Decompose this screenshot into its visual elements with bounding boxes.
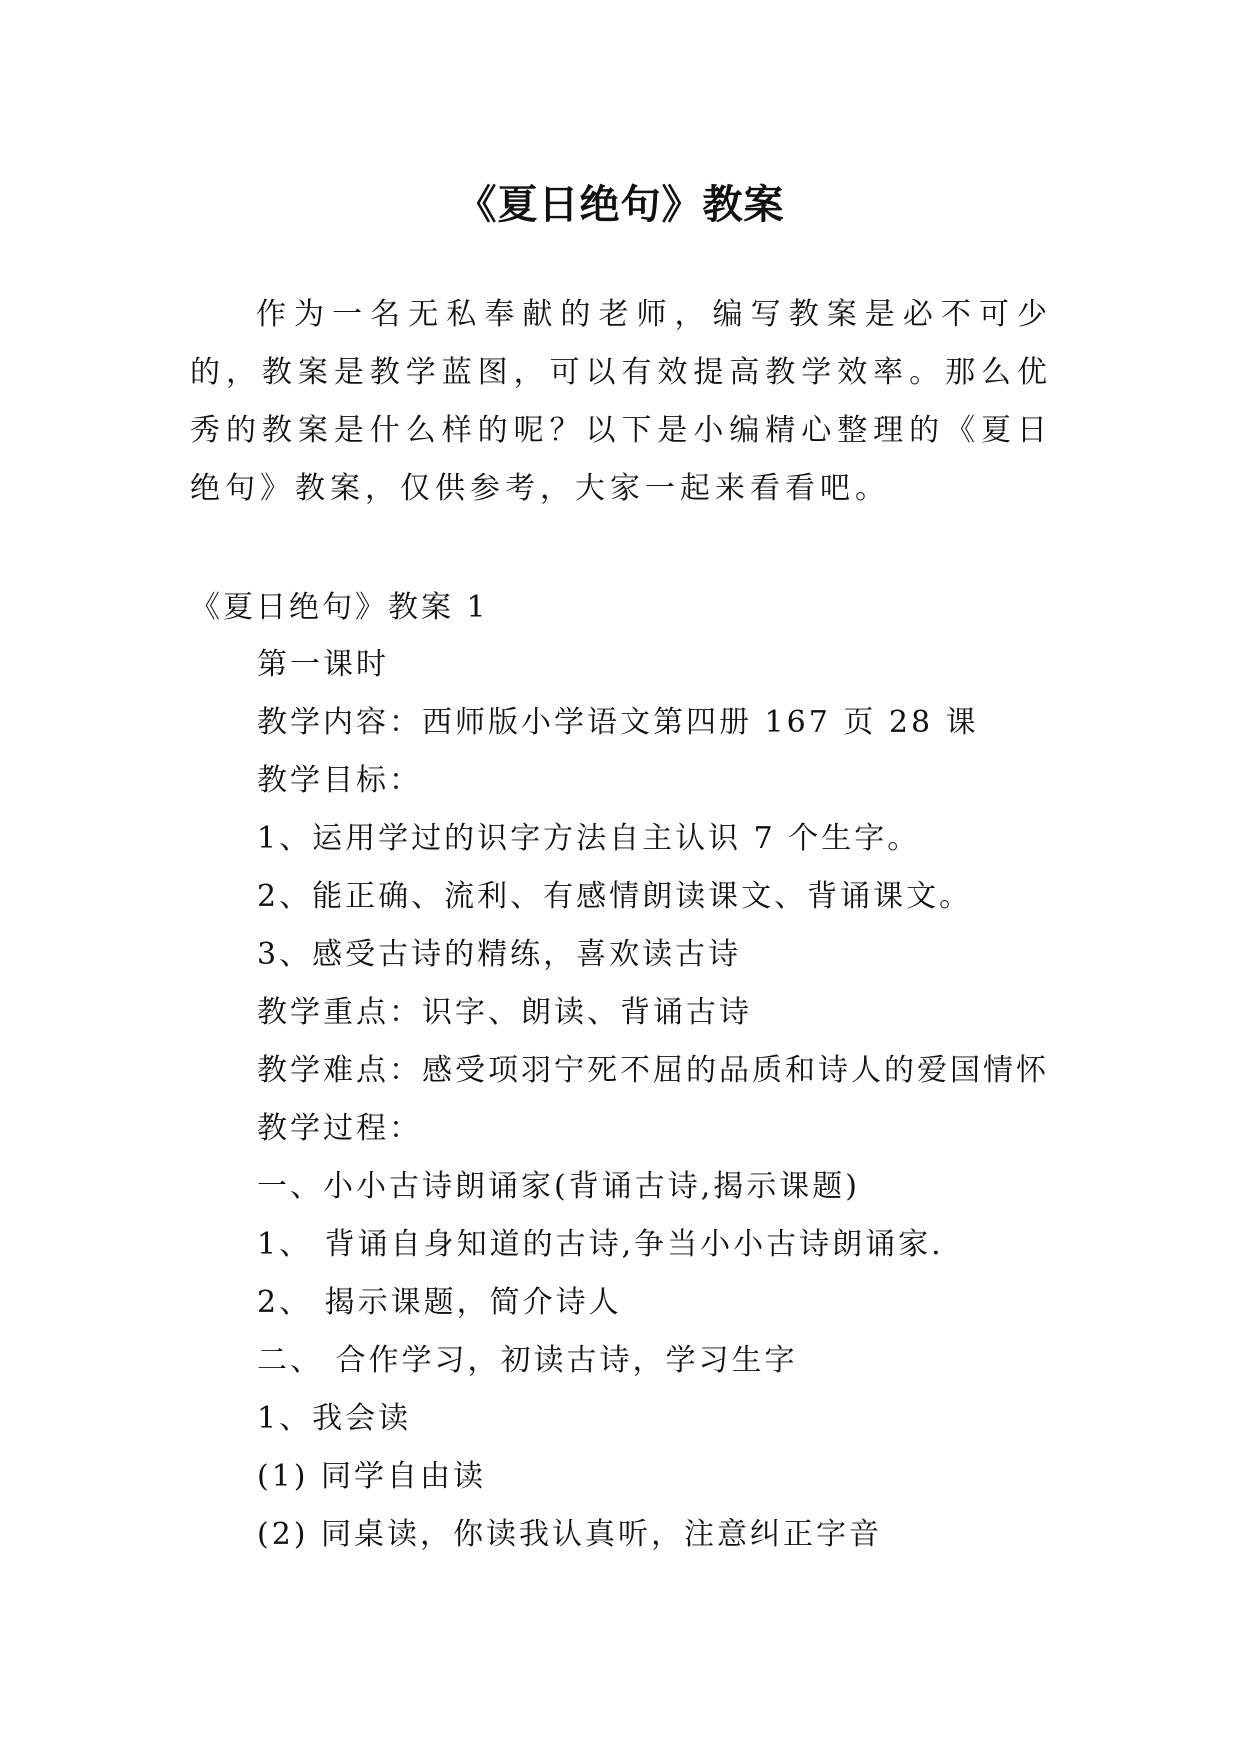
section-title: 《夏日绝句》教案 1	[190, 590, 489, 625]
line-step-2-sub-2: (2) 同桌读，你读我认真听，注意纠正字音	[257, 1517, 883, 1552]
intro-paragraph: 作为一名无私奉献的老师，编写教案是必不可少的，教案是教学蓝图，可以有效提高教学效率。那么优秀的教案是什么样的呢？以下是小编精心整理的《夏日绝句》教案，仅供参考，大家一起来看看吧。	[190, 297, 1052, 506]
line-step-1-item-1: 1、 背诵自身知道的古诗,争当小小古诗朗诵家.	[257, 1227, 944, 1262]
line-step-1: 一、小小古诗朗诵家(背诵古诗,揭示课题)	[257, 1169, 860, 1204]
line-lesson-period: 第一课时	[257, 647, 389, 682]
line-step-2-item-1: 1、我会读	[257, 1401, 412, 1436]
line-goal-1: 1、运用学过的识字方法自主认识 7 个生字。	[257, 821, 921, 856]
line-process-heading: 教学过程：	[257, 1111, 422, 1146]
document-title: 《夏日绝句》教案	[456, 181, 785, 228]
lesson-plan-lines	[257, 636, 1049, 1564]
line-key-points: 教学重点：识字、朗读、背诵古诗	[257, 995, 752, 1030]
line-teaching-content: 教学内容：西师版小学语文第四册 167 页 28 课	[257, 705, 979, 740]
line-goal-3: 3、感受古诗的精练，喜欢读古诗	[257, 937, 742, 972]
line-goal-2: 2、能正确、流利、有感情朗读课文、背诵课文。	[257, 879, 973, 914]
line-difficulties: 教学难点：感受项羽宁死不屈的品质和诗人的爱国情怀	[257, 1053, 1049, 1088]
line-step-2-sub-1: (1) 同学自由读	[257, 1459, 487, 1494]
line-teaching-goals-heading: 教学目标：	[257, 763, 422, 798]
line-step-1-item-2: 2、 揭示课题，简介诗人	[257, 1285, 622, 1320]
line-step-2: 二、 合作学习，初读古诗，学习生字	[257, 1343, 798, 1378]
